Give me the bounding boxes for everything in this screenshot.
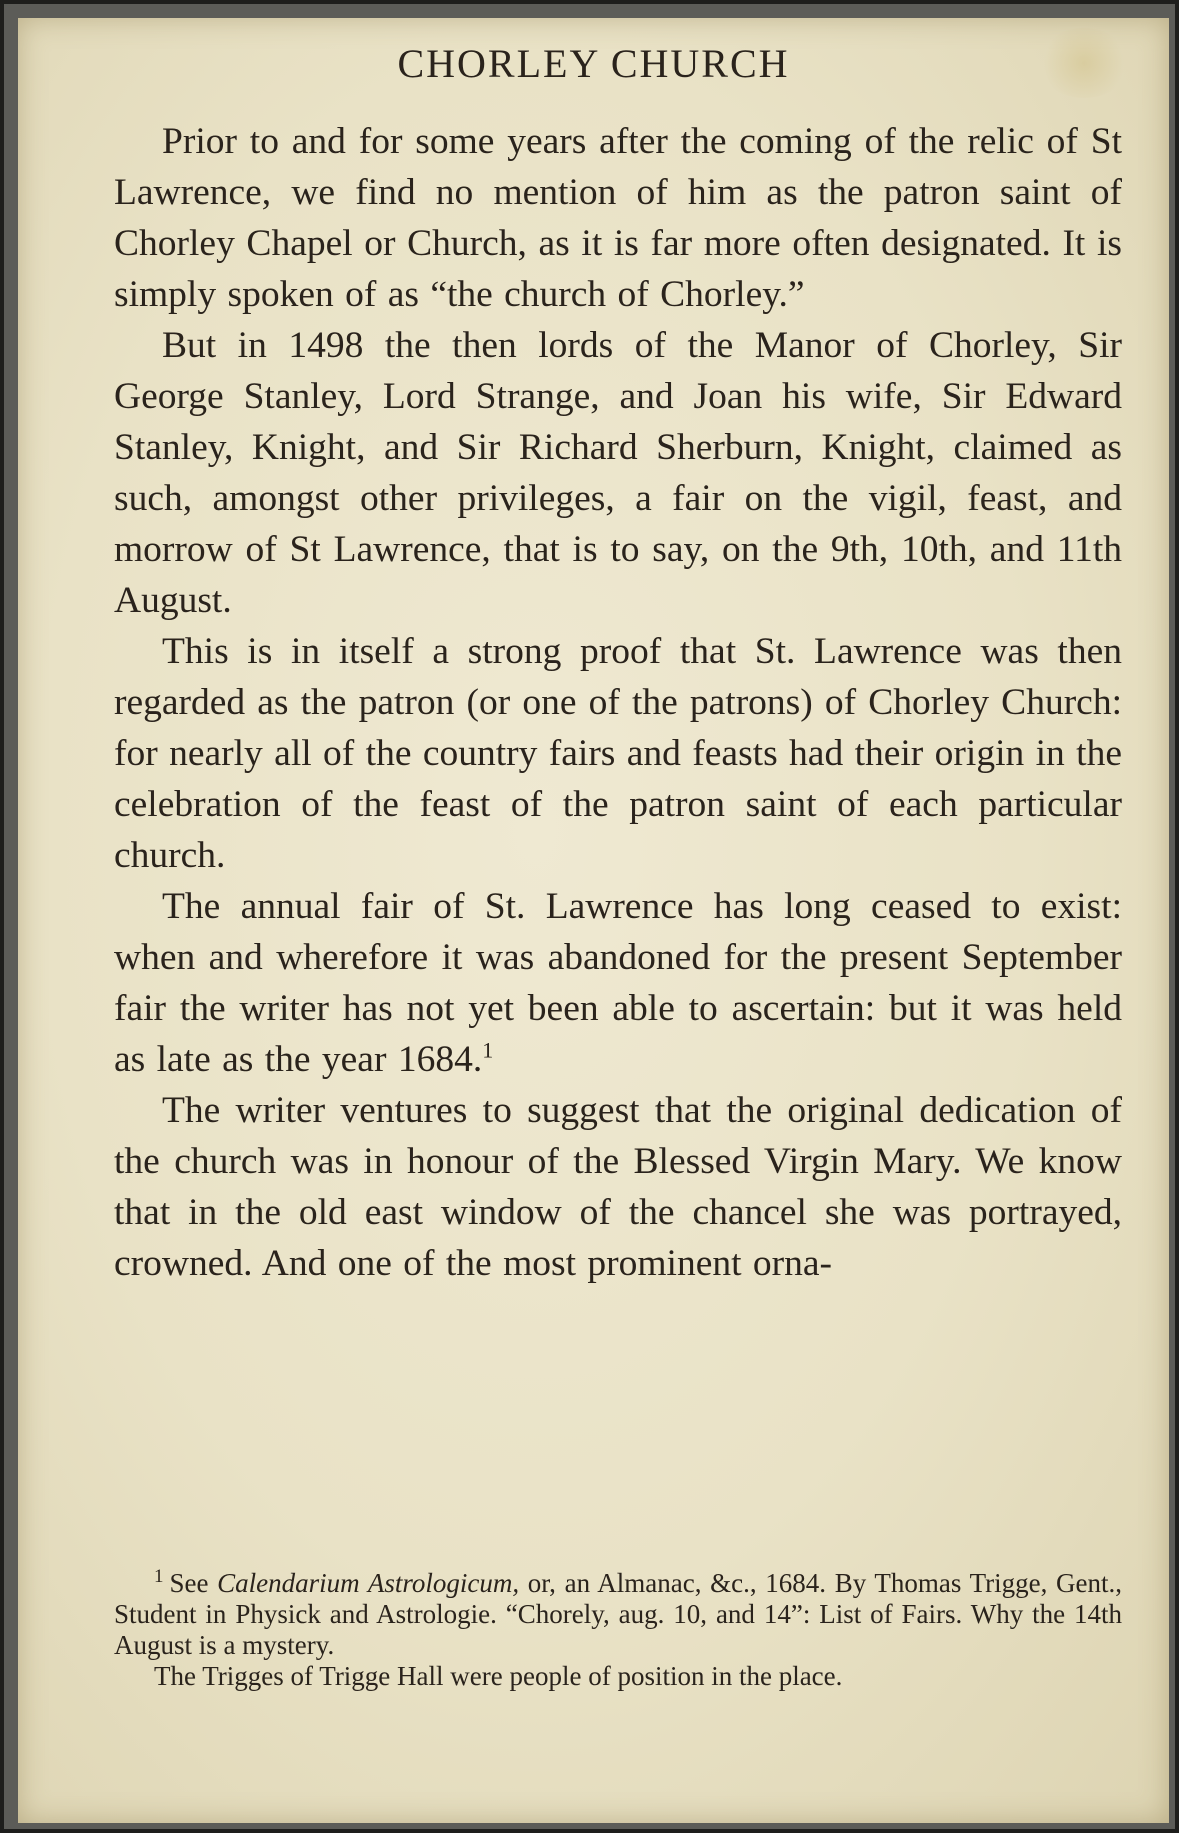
paragraph-4-text: The annual fair of St. Lawrence has long ceased to exist: when and wherefore it was abandoned for the present September fair the writer has not yet been able to ascertain: but it was held as late as the year 1684. <box>114 886 1122 1080</box>
footnote-title: Calendarium Astrologicum, <box>217 1568 520 1598</box>
paragraph-3: This is in itself a strong proof that St. Lawrence was then regarded as the patron (or one of the patrons) of Chorley Church: for nearly all of the country fairs and feasts had their origin in the celebration of the feast of the patron saint of each particular church. <box>114 631 1122 876</box>
footnote-reference: 1 <box>482 1037 494 1063</box>
footnote-rest: or, an Almanac, &c., 1684. By Thomas Trigge, Gent., Student in Physick and Astrologie. “Chorely, aug. 10, and 14”: List of Fairs. Why the 14th August is a mystery. <box>114 1568 1122 1660</box>
paragraph-5: The writer ventures to suggest that the original dedication of the church was in honour of the Blessed Virgin Mary. We know that in the old east window of the chancel she was portrayed, crowned. And one of the most prominent orna- <box>114 1090 1122 1284</box>
running-head: CHORLEY CHURCH <box>397 41 790 86</box>
footnote-see: See <box>169 1568 218 1598</box>
body-text <box>114 116 1122 1289</box>
footnote-mark: 1 <box>154 1566 164 1587</box>
paragraph-1: Prior to and for some years after the coming of the relic of St Lawrence, we find no mention of him as the patron saint of Chorley Chapel or Church, as it is far more often designated. It is simply spoken of as “the church of Chorley.” <box>114 121 1122 315</box>
footnote-continuation: The Trigges of Trigge Hall were people of position in the place. <box>154 1661 843 1691</box>
footnotes <box>114 1568 1122 1692</box>
paragraph-4 <box>114 881 1122 1085</box>
paragraph-2: But in 1498 the then lords of the Manor of Chorley, Sir George Stanley, Lord Strange, and Joan his wife, Sir Edward Stanley, Knight, and Sir Richard Sherburn, Knight, claimed as such, amongst other privileges, a fair on the vigil, feast, and morrow of St Lawrence, that is to say, on the 9th, 10th, and 11th August. <box>114 325 1122 621</box>
book-page <box>18 18 1169 1823</box>
footnote-1 <box>114 1568 1122 1661</box>
